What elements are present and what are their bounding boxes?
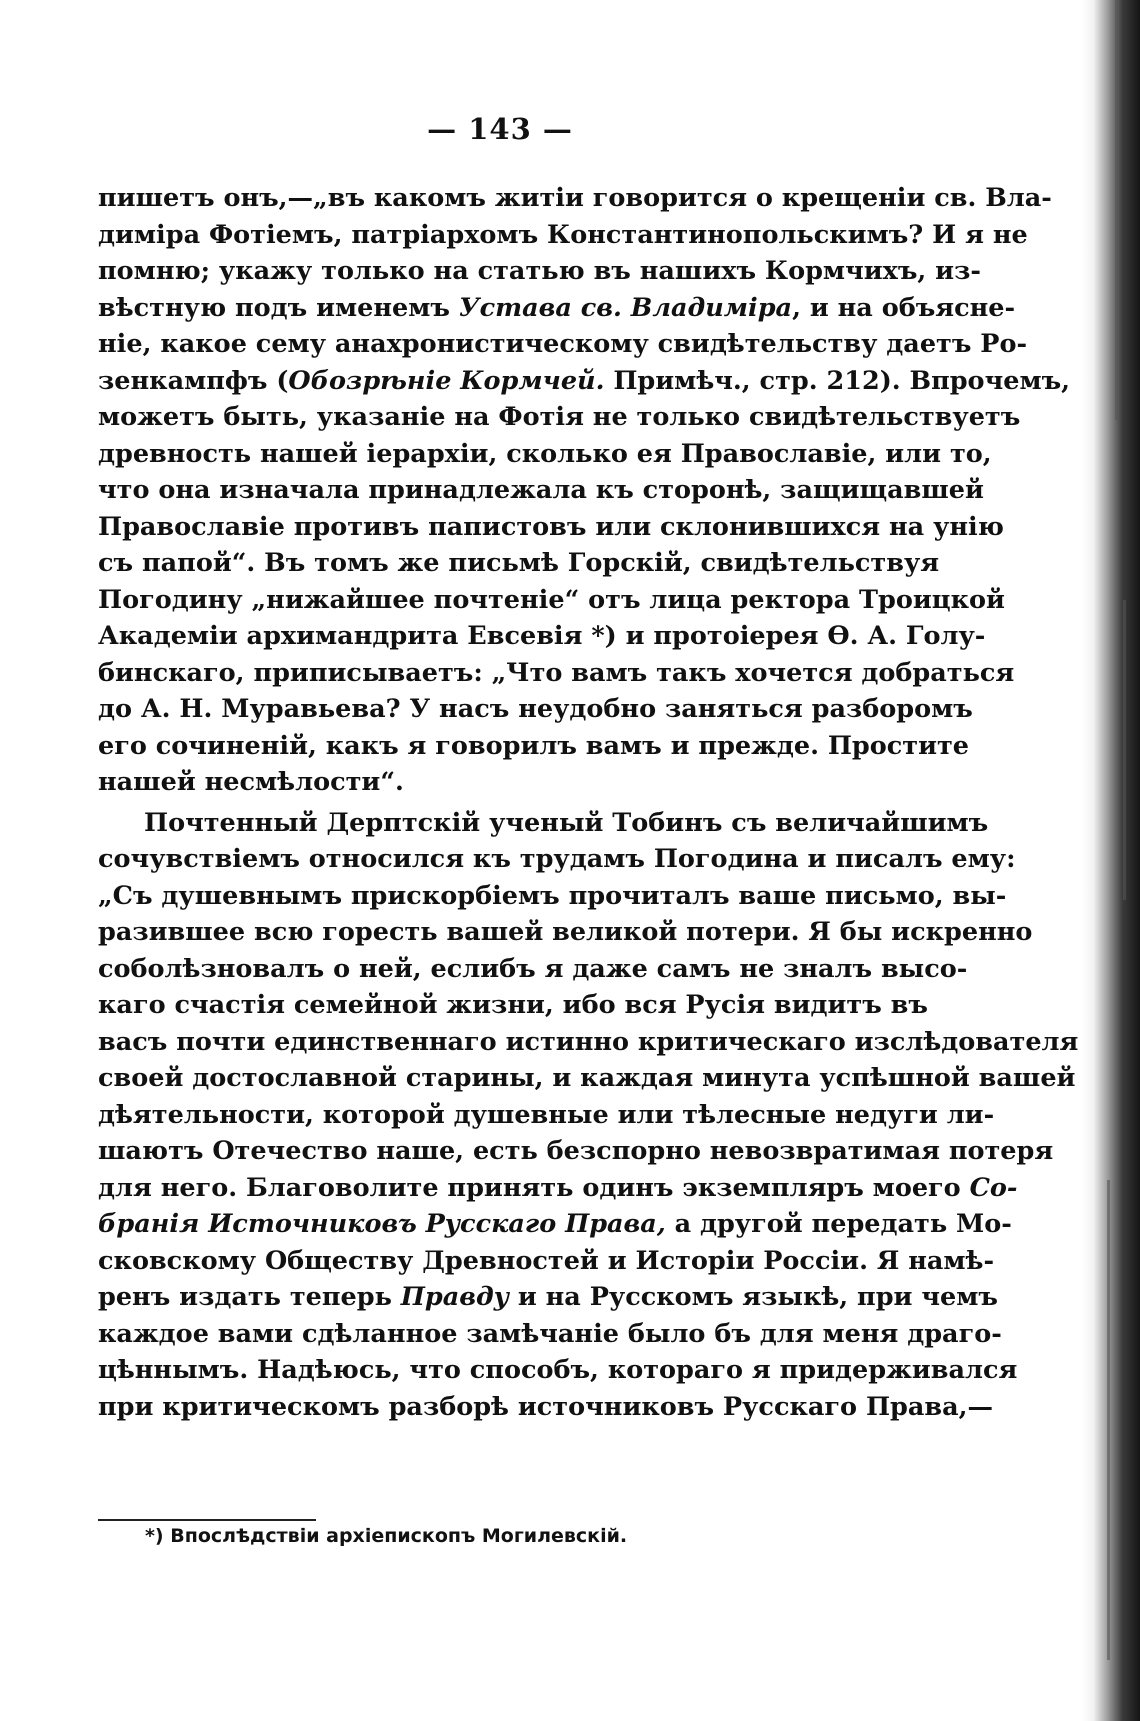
text-line xyxy=(98,436,992,473)
text-line xyxy=(98,1316,1002,1353)
text-run: до А. Н. Муравьева? У насъ неудобно заняться разборомъ xyxy=(98,694,973,724)
text-run: своей достославной старины, и каждая минута успѣшной вашей xyxy=(98,1063,1076,1093)
text-line xyxy=(98,1206,1012,1243)
text-line xyxy=(98,253,981,290)
scan-page-edge xyxy=(1082,0,1140,1721)
text-line xyxy=(98,951,968,988)
text-line xyxy=(98,326,1028,363)
italic-title: бранія Источниковъ Русскаго Права, xyxy=(98,1209,666,1239)
text-line xyxy=(98,290,1016,327)
text-line xyxy=(98,1279,998,1316)
footnote: *) Впослѣдствіи архіепископъ Могилевскій. xyxy=(145,1525,628,1547)
text-line xyxy=(98,618,986,655)
text-run: каго счастія семейной жизни, ибо вся Русія видитъ въ xyxy=(98,990,928,1020)
italic-title: Обозрѣніе Кормчей. xyxy=(288,365,605,396)
text-line xyxy=(98,180,1052,217)
text-line xyxy=(98,841,1016,878)
text-line xyxy=(98,509,1004,546)
text-run: цѣннымъ. Надѣюсь, что способъ, котораго я придерживался xyxy=(98,1355,1018,1385)
text-run: помню; укажу только на статью въ нашихъ Кормчихъ, из- xyxy=(98,256,981,286)
text-run: Православіе противъ папистовъ или склонившихся на унію xyxy=(98,511,1004,542)
paragraph-1 xyxy=(98,180,1071,801)
text-run: можетъ быть, указаніе на Фотія не только свидѣтельствуетъ xyxy=(98,402,1021,432)
text-run: Почтенный Дерптскій ученый Тобинъ съ величайшимъ xyxy=(144,807,989,838)
text-line xyxy=(98,472,984,509)
text-run: что она изначала принадлежала къ сторонѣ, защищавшей xyxy=(98,475,984,505)
text-line xyxy=(98,655,1015,692)
text-run: вѣстную подъ именемъ xyxy=(98,292,459,323)
text-run: Академіи архимандрита Евсевія *) и протоіерея Ѳ. А. Голу- xyxy=(98,621,986,651)
text-run: каждое вами сдѣланное замѣчаніе было бъ для меня драго- xyxy=(98,1318,1002,1349)
text-line xyxy=(98,878,1007,915)
body-text xyxy=(98,180,1079,1425)
text-run: разившее всю горесть вашей великой потери. Я бы искренно xyxy=(98,917,1033,947)
text-line xyxy=(98,1024,1079,1061)
text-line xyxy=(98,399,1021,436)
text-line xyxy=(98,914,1033,951)
text-run: сочувствіемъ относился къ трудамъ Погодина и писалъ ему: xyxy=(98,844,1016,874)
text-line xyxy=(98,363,1071,400)
text-line xyxy=(98,1133,1054,1170)
text-line xyxy=(98,1097,995,1134)
text-run: древность нашей іерархіи, сколько ея Православіе, или то, xyxy=(98,438,992,469)
text-line xyxy=(98,1352,1018,1389)
text-run: „Съ душевнымъ прискорбіемъ прочиталъ ваше письмо, вы- xyxy=(98,880,1007,911)
text-run: соболѣзновалъ о ней, еслибъ я даже самъ не зналъ высо- xyxy=(98,953,968,984)
text-line xyxy=(98,217,1028,254)
text-line xyxy=(98,1060,1076,1097)
text-line xyxy=(98,1389,993,1426)
text-line xyxy=(98,1170,1018,1207)
text-run: при критическомъ разборѣ источниковъ Русскаго Права,— xyxy=(98,1391,993,1422)
text-run: пишетъ онъ,—„въ какомъ житіи говорится о крещеніи св. Вла- xyxy=(98,183,1052,213)
text-run: и на Русскомъ языкѣ, при чемъ xyxy=(508,1282,998,1312)
text-run: его сочиненій, какъ я говорилъ вамъ и прежде. Простите xyxy=(98,730,970,761)
text-line xyxy=(98,764,902,801)
text-run: для него. Благоволите принять одинъ экземпляръ моего xyxy=(98,1172,970,1203)
text-run: , и на объясне- xyxy=(792,292,1016,323)
italic-title: Правду xyxy=(400,1282,509,1312)
italic-title: Со- xyxy=(969,1172,1018,1203)
paragraph-2 xyxy=(98,805,1079,1426)
text-line xyxy=(98,582,1005,619)
text-run: нашей несмѣлости“. xyxy=(98,767,404,797)
text-line xyxy=(98,1243,995,1280)
text-run: Примѣч., стр. 212). Впрочемъ, xyxy=(604,365,1071,396)
page-number: — 143 — xyxy=(427,112,573,146)
text-line xyxy=(98,987,928,1024)
text-line xyxy=(98,545,940,582)
text-run: съ папой“. Въ томъ же письмѣ Горскій, свидѣтельствуя xyxy=(98,548,940,578)
text-run: диміра Фотіемъ, патріархомъ Константинопольскимъ? И я не xyxy=(98,219,1028,250)
text-run: Погодину „нижайшее почтеніе“ отъ лица ректора Троицкой xyxy=(98,584,1005,615)
text-line xyxy=(98,691,973,728)
text-run: а другой передать Мо- xyxy=(665,1209,1012,1239)
text-run: ніе, какое сему анахронистическому свидѣтельству даетъ Ро- xyxy=(98,329,1028,359)
text-run: зенкампфъ ( xyxy=(98,365,289,396)
text-run: ренъ издать теперь xyxy=(98,1282,401,1312)
text-run: сковскому Обществу Древностей и Исторіи Россіи. Я намѣ- xyxy=(98,1245,995,1276)
italic-title: Устава св. Владиміра xyxy=(458,292,793,323)
text-line xyxy=(98,728,970,765)
text-run: шаютъ Отечество наше, есть безспорно невозвратимая потеря xyxy=(98,1136,1054,1166)
text-line xyxy=(98,805,989,842)
footnote-divider xyxy=(98,1519,316,1521)
text-run: васъ почти единственнаго истинно критическаго изслѣдователя xyxy=(98,1026,1079,1057)
text-run: бинскаго, приписываетъ: „Что вамъ такъ хочется добраться xyxy=(98,657,1015,688)
text-run: дѣятельности, которой душевные или тѣлесные недуги ли- xyxy=(98,1099,995,1130)
